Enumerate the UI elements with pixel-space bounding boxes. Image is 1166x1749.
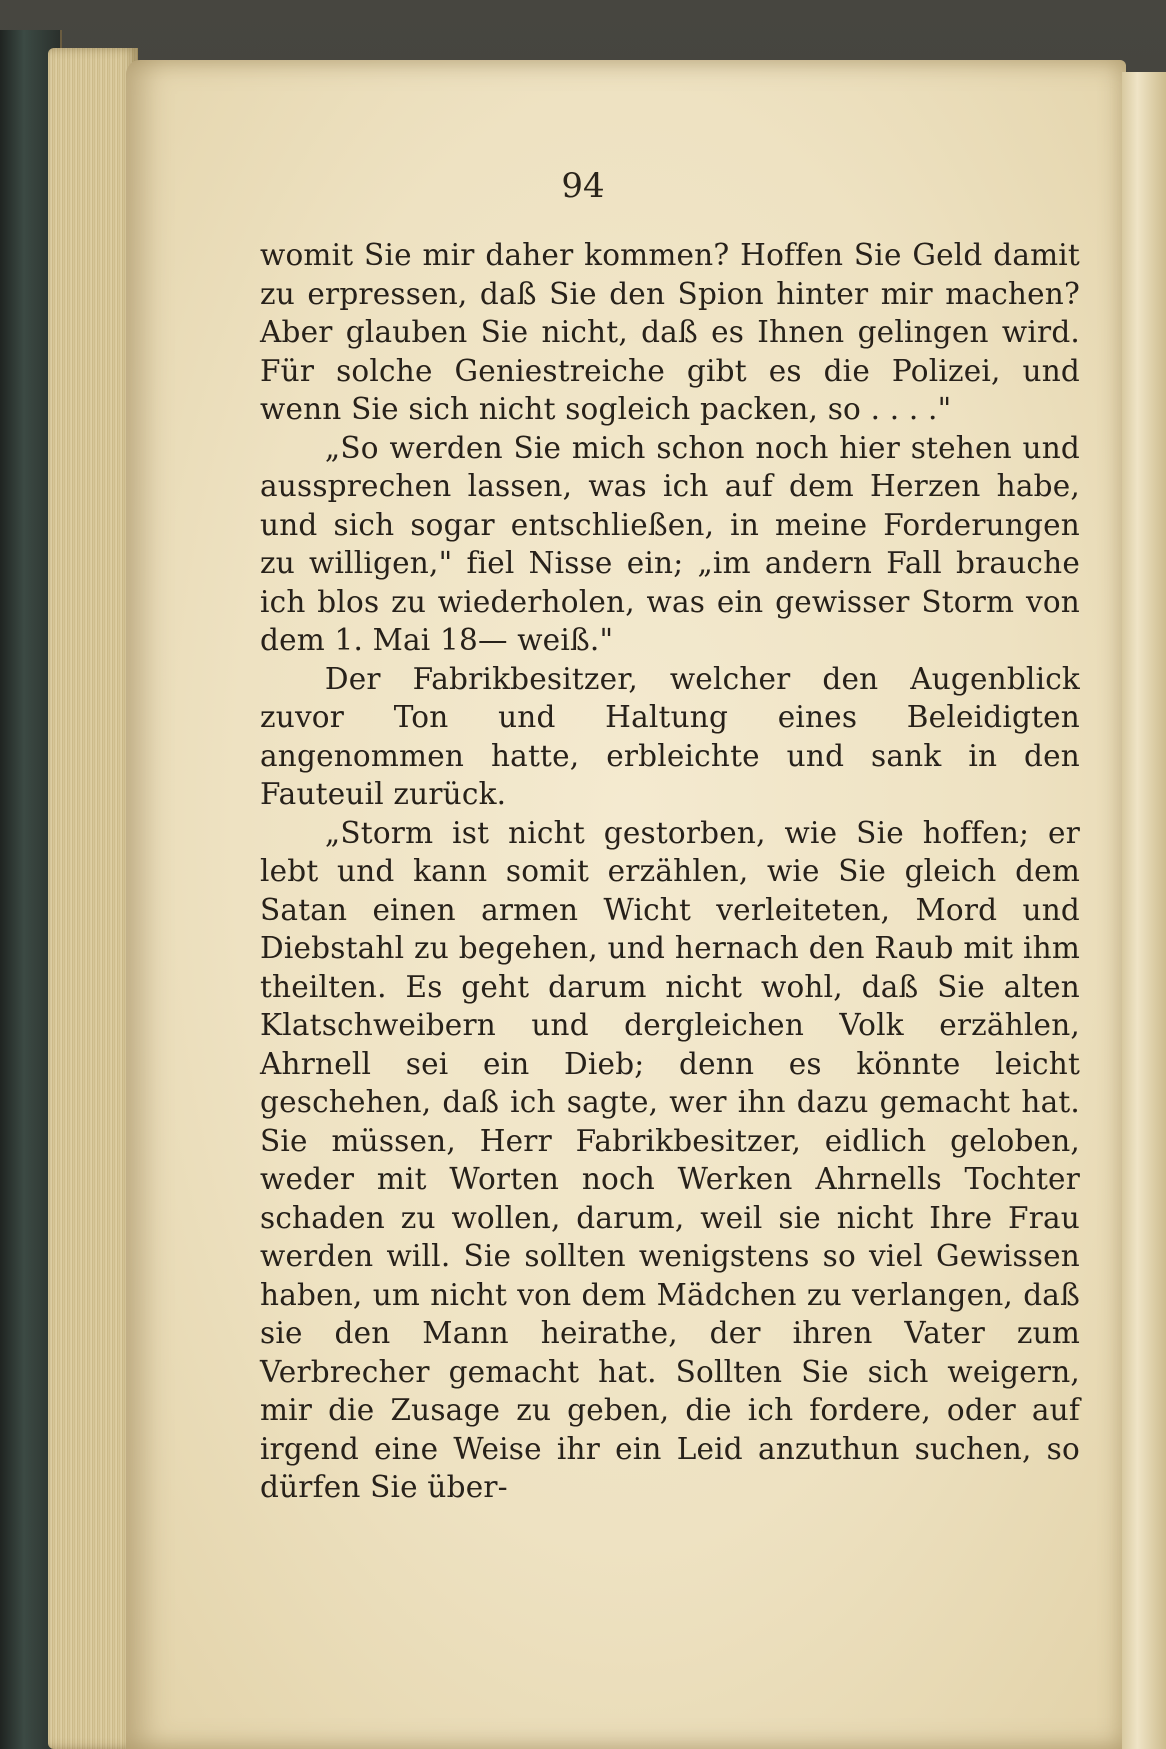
paragraph: „Storm ist nicht gestorben, wie Sie hoffen; er lebt und kann somit erzählen, wie Sie gleich dem Satan einen armen Wicht verleiteten, Mord und Diebstahl zu begehen, und hernach den Raub mit ihm theilten. Es geht darum nicht wohl, daß Sie alten Klatschweibern und dergleichen Volk erzählen, Ahrnell sei ein Dieb; denn es könnte leicht geschehen, daß ich sagte, wer ihn dazu gemacht hat. Sie müssen, Herr Fabrikbesitzer, eidlich geloben, weder mit Worten noch Werken Ahrnells Tochter schaden zu wollen, darum, weil sie nicht Ihre Frau werden will. Sie sollten wenigstens so viel Gewissen haben, um nicht von dem Mädchen zu verlangen, daß sie den Mann heirathe, der ihren Vater zum Verbrecher gemacht hat. Sollten Sie sich weigern, mir die Zusage zu geben, die ich fordere, oder auf irgend eine Weise ihr ein Leid anzuthun suchen, so dürfen Sie über- [260,815,1080,1504]
paragraph: Der Fabrikbesitzer, welcher den Augenblick zuvor Ton und Haltung eines Beleidigten angenommen hatte, erbleichte und sank in den Fauteuil zurück. [260,661,1080,811]
facing-page-edge [1122,72,1166,1749]
paragraph: womit Sie mir daher kommen? Hoffen Sie Geld damit zu erpressen, daß Sie den Spion hinter mir machen? Aber glauben Sie nicht, daß es Ihnen gelingen wird. Für solche Geniestreiche gibt es die Polizei, und wenn Sie sich nicht sogleich packen, so . . . ." [260,238,1080,426]
body-text [260,236,1080,1507]
paragraph: „So werden Sie mich schon noch hier stehen und aussprechen lassen, was ich auf dem Herzen habe, und sich sogar entschließen, in meine Forderungen zu willigen," fiel Nisse ein; „im andern Fall brauche ich blos zu wiederholen, was ein gewisser Storm von dem 1. Mai 18— weiß." [260,430,1080,657]
page-edges [48,48,138,1749]
page-number: 94 [561,166,605,206]
